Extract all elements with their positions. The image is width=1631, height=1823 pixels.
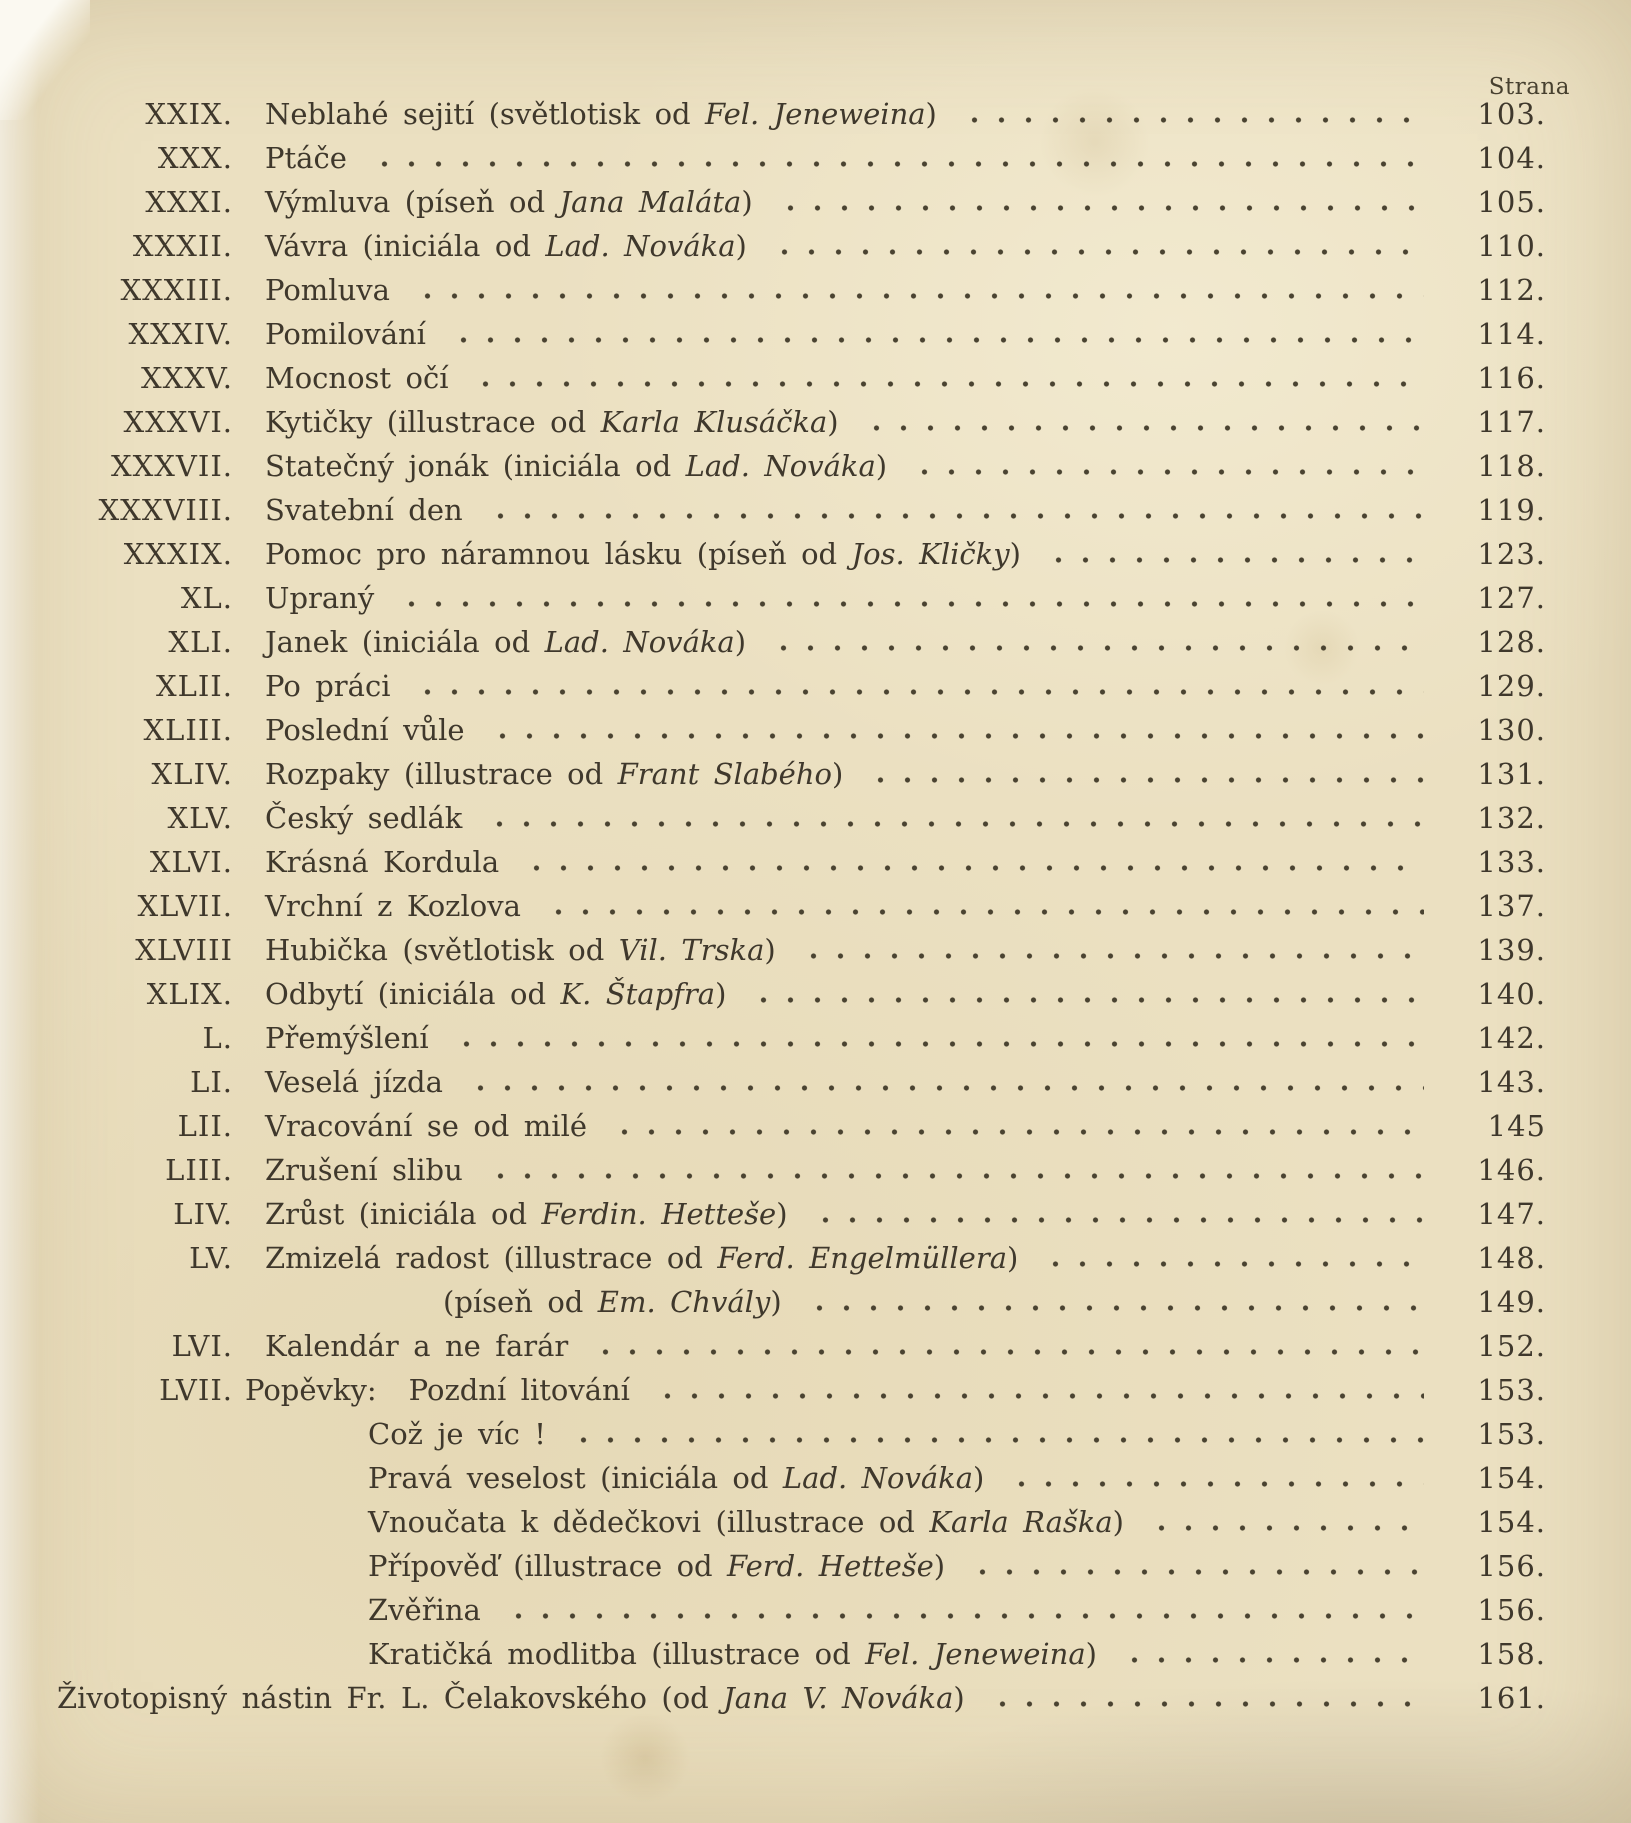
toc-row — [0, 1676, 1546, 1720]
dot-leader — [485, 488, 1424, 532]
toc-row — [0, 1412, 1546, 1456]
entry-title: Vracování se od milé — [265, 1109, 588, 1143]
page-number: 149. — [1477, 1285, 1546, 1319]
dot-leader — [959, 92, 1424, 136]
page-number: 147. — [1477, 1197, 1546, 1231]
entry-title: Pomilování — [265, 317, 426, 351]
entry-numeral: XXXVI. — [123, 405, 233, 439]
page-number: 161. — [1477, 1681, 1546, 1715]
page-number: 152. — [1477, 1329, 1546, 1363]
toc-row — [0, 708, 1546, 752]
entry-numeral: XXXVIII. — [98, 493, 233, 527]
page-number: 128. — [1477, 625, 1546, 659]
dot-leader — [810, 1192, 1424, 1236]
entry-title: Janek (iniciála od Lad. Nováka) — [265, 625, 747, 659]
page-number: 117. — [1477, 405, 1546, 439]
author-name: Jos. Kličky — [851, 537, 1010, 571]
page-number: 154. — [1477, 1505, 1546, 1539]
page-number: 129. — [1477, 669, 1546, 703]
toc-row — [0, 752, 1546, 796]
author-name: Lad. Nováka — [545, 229, 736, 263]
entry-title: Přípověď (illustrace od Ferd. Hetteše) — [368, 1549, 946, 1583]
dot-leader — [967, 1544, 1424, 1588]
entry-title: Vávra (iniciála od Lad. Nováka) — [265, 229, 747, 263]
dot-leader — [909, 444, 1424, 488]
dot-leader — [470, 356, 1424, 400]
entry-title: Poslední vůle — [265, 713, 465, 747]
dot-leader — [1119, 1632, 1424, 1676]
dot-leader — [775, 180, 1424, 224]
dot-leader — [465, 1060, 1424, 1104]
dot-leader — [1146, 1500, 1424, 1544]
entry-title: Což je víc ! — [368, 1417, 546, 1451]
author-name: Lad. Nováka — [685, 449, 876, 483]
entry-title: Veselá jízda — [265, 1065, 443, 1099]
author-name: Jana V. Nováka — [723, 1681, 954, 1715]
entry-title: Zrušení slibu — [265, 1153, 463, 1187]
entry-title: Pozdní litování — [408, 1373, 630, 1407]
page-number: 130. — [1477, 713, 1546, 747]
entry-numeral: XL. — [180, 581, 233, 615]
entry-numeral: XLV. — [167, 801, 233, 835]
entry-title: Krásná Kordula — [265, 845, 500, 879]
entry-group-label: Popěvky: — [245, 1373, 377, 1407]
dot-leader — [484, 796, 1424, 840]
dot-leader — [590, 1324, 1424, 1368]
page-number: 131. — [1477, 757, 1546, 791]
page-number: 158. — [1477, 1637, 1546, 1671]
author-name: Ferd. Hetteše — [727, 1549, 934, 1583]
entry-title: Statečný jonák (iniciála od Lad. Nováka) — [265, 449, 888, 483]
entry-numeral: XXX. — [157, 141, 233, 175]
entry-numeral: L. — [202, 1021, 233, 1055]
author-name: Frant Slabého — [617, 757, 832, 791]
entry-title: Kytičky (illustrace od Karla Klusáčka) — [265, 405, 839, 439]
entry-numeral: XLVI. — [149, 845, 233, 879]
page-number: 103. — [1477, 97, 1546, 131]
toc-row — [0, 356, 1546, 400]
dot-leader — [451, 1016, 1424, 1060]
dot-leader — [543, 884, 1424, 928]
toc-row — [0, 1544, 1546, 1588]
entry-title: Vrchní z Kozlova — [265, 889, 521, 923]
page-number: 143. — [1477, 1065, 1546, 1099]
dot-leader — [609, 1104, 1424, 1148]
entry-numeral: XLVII. — [137, 889, 233, 923]
entry-numeral: XXXVII. — [110, 449, 233, 483]
author-name: Lad. Nováka — [782, 1461, 974, 1495]
toc-row — [0, 1632, 1546, 1676]
page-number: 153. — [1477, 1373, 1546, 1407]
page-number: 153. — [1477, 1417, 1546, 1451]
entry-numeral: LIV. — [173, 1197, 233, 1231]
entry-numeral: LI. — [190, 1065, 233, 1099]
toc-row — [0, 1324, 1546, 1368]
entry-numeral: XLI. — [168, 625, 233, 659]
page-number: 123. — [1477, 537, 1546, 571]
toc-row — [0, 1104, 1546, 1148]
entry-title: Kalendár a ne farár — [265, 1329, 569, 1363]
toc-row — [0, 1060, 1546, 1104]
dot-leader — [448, 312, 1424, 356]
entry-title: Zrůst (iniciála od Ferdin. Hetteše) — [265, 1197, 788, 1231]
toc-row — [0, 312, 1546, 356]
page-column-header: Strana — [1488, 74, 1570, 100]
entry-numeral: XXXIX. — [123, 537, 233, 571]
entry-title: Odbytí (iniciála od K. Štapfra) — [265, 977, 727, 1011]
dot-leader — [412, 664, 1424, 708]
entry-title: Pravá veselost (iniciála od Lad. Nováka) — [368, 1461, 985, 1495]
page-number: 154. — [1477, 1461, 1546, 1495]
dot-leader — [521, 840, 1424, 884]
dot-leader — [748, 972, 1424, 1016]
entry-numeral: XLII. — [155, 669, 233, 703]
toc-row — [0, 1368, 1546, 1412]
entry-numeral: XXIX. — [145, 97, 233, 131]
toc-row — [0, 444, 1546, 488]
dot-leader — [503, 1588, 1424, 1632]
entry-title: Kratičká modlitba (illustrace od Fel. Jeneweina) — [368, 1637, 1097, 1671]
page-number: 156. — [1477, 1549, 1546, 1583]
dot-leader — [768, 620, 1424, 664]
page-number: 119. — [1477, 493, 1546, 527]
entry-title: Hubička (světlotisk od Vil. Trska) — [265, 933, 776, 967]
toc-row — [0, 972, 1546, 1016]
entry-title: Přemýšlení — [265, 1021, 429, 1055]
toc-row — [0, 224, 1546, 268]
toc-row — [0, 796, 1546, 840]
dot-leader — [1043, 532, 1424, 576]
toc-row — [0, 268, 1546, 312]
author-name: Fel. Jeneweina — [865, 1637, 1086, 1671]
entry-numeral: LII. — [177, 1109, 233, 1143]
author-name: Fel. Jeneweina — [705, 97, 926, 131]
entry-title: Mocnost očí — [265, 361, 449, 395]
toc-row — [0, 1588, 1546, 1632]
dot-leader — [369, 136, 1424, 180]
author-name: Jana Maláta — [559, 185, 742, 219]
toc-row — [0, 884, 1546, 928]
toc-row — [0, 620, 1546, 664]
page-number: 137. — [1477, 889, 1546, 923]
author-name: Em. Chvály — [597, 1285, 771, 1319]
dot-leader — [1006, 1456, 1424, 1500]
page-number: 156. — [1477, 1593, 1546, 1627]
dot-leader — [987, 1676, 1424, 1720]
toc-row — [0, 1148, 1546, 1192]
entry-title: Pomoc pro náramnou lásku (píseň od Jos. Kličky) — [265, 537, 1021, 571]
page-number: 132. — [1477, 801, 1546, 835]
entry-numeral: XXXIV. — [128, 317, 233, 351]
toc-row — [0, 136, 1546, 180]
page-number: 105. — [1477, 185, 1546, 219]
dot-leader — [568, 1412, 1424, 1456]
toc-row — [0, 1192, 1546, 1236]
dot-leader — [865, 752, 1424, 796]
page-number: 104. — [1477, 141, 1546, 175]
author-name: Karla Raška — [929, 1505, 1113, 1539]
page-number: 110. — [1477, 229, 1546, 263]
toc-row — [0, 1236, 1546, 1280]
dot-leader — [487, 708, 1424, 752]
page-number: 116. — [1477, 361, 1546, 395]
toc-row — [0, 1016, 1546, 1060]
page-number: 145 — [1487, 1109, 1546, 1143]
toc-row — [0, 180, 1546, 224]
entry-numeral: LV. — [189, 1241, 233, 1275]
dot-leader — [412, 268, 1424, 312]
toc-row — [0, 532, 1546, 576]
entry-numeral: XXXI. — [145, 185, 233, 219]
entry-title: Český sedlák — [265, 801, 463, 835]
toc-row — [0, 840, 1546, 884]
author-name: Ferd. Engelmüllera — [717, 1241, 1007, 1275]
entry-title: Životopisný nástin Fr. L. Čelakovského (od Jana V. Nováka) — [57, 1681, 965, 1715]
toc-row — [0, 400, 1546, 444]
page-number: 112. — [1477, 273, 1546, 307]
page-number: 146. — [1477, 1153, 1546, 1187]
dot-leader — [396, 576, 1424, 620]
page-number: 118. — [1477, 449, 1546, 483]
entry-title: Ptáče — [265, 141, 347, 175]
entry-title: Neblahé sejití (světlotisk od Fel. Jeneweina) — [265, 97, 937, 131]
entry-numeral: LVI. — [171, 1329, 233, 1363]
entry-numeral: XLIV. — [151, 757, 233, 791]
entry-title: Svatební den — [265, 493, 463, 527]
page-number: 133. — [1477, 845, 1546, 879]
entry-title: Vnoučata k dědečkovi (illustrace od Karla Raška) — [368, 1505, 1124, 1539]
toc-row — [0, 92, 1546, 136]
author-name: Vil. Trska — [618, 933, 765, 967]
dot-leader — [804, 1280, 1424, 1324]
entry-title: Zvěřina — [368, 1593, 481, 1627]
page-number: 127. — [1477, 581, 1546, 615]
page-number: 148. — [1477, 1241, 1546, 1275]
entry-title: (píseň od Em. Chvály) — [443, 1285, 782, 1319]
entry-numeral: XXXV. — [140, 361, 233, 395]
entry-numeral: XLIX. — [146, 977, 233, 1011]
dot-leader — [485, 1148, 1424, 1192]
entry-numeral: XXXIII. — [120, 273, 233, 307]
toc-list — [0, 92, 1631, 1720]
dot-leader — [652, 1368, 1424, 1412]
dot-leader — [861, 400, 1424, 444]
toc-row — [0, 576, 1546, 620]
page-number: 142. — [1477, 1021, 1546, 1055]
author-name: Ferdin. Hetteše — [541, 1197, 777, 1231]
entry-numeral: XLIII. — [143, 713, 233, 747]
entry-title: Po práci — [265, 669, 391, 703]
entry-title: Rozpaky (illustrace od Frant Slabého) — [265, 757, 844, 791]
toc-row — [0, 1500, 1546, 1544]
entry-title: Pomluva — [265, 273, 390, 307]
entry-title: Zmizelá radost (illustrace od Ferd. Engelmüllera) — [265, 1241, 1019, 1275]
dot-leader — [1040, 1236, 1424, 1280]
toc-row — [0, 1280, 1546, 1324]
entry-numeral: XLVIII — [135, 933, 233, 967]
toc-row — [0, 488, 1546, 532]
page-number: 140. — [1477, 977, 1546, 1011]
toc-row — [0, 664, 1546, 708]
toc-row — [0, 928, 1546, 972]
entry-title: Upraný — [265, 581, 375, 615]
entry-numeral: XXXII. — [132, 229, 233, 263]
entry-numeral: LVII. — [159, 1373, 233, 1407]
page-number: 139. — [1477, 933, 1546, 967]
entry-title: Výmluva (píseň od Jana Maláta) — [265, 185, 753, 219]
entry-numeral: LIII. — [165, 1153, 233, 1187]
toc-row — [0, 1456, 1546, 1500]
author-name: Karla Klusáčka — [600, 405, 828, 439]
dot-leader — [769, 224, 1424, 268]
page-number: 114. — [1477, 317, 1546, 351]
author-name: K. Štapfra — [560, 977, 716, 1011]
author-name: Lad. Nováka — [544, 625, 735, 659]
dot-leader — [798, 928, 1424, 972]
